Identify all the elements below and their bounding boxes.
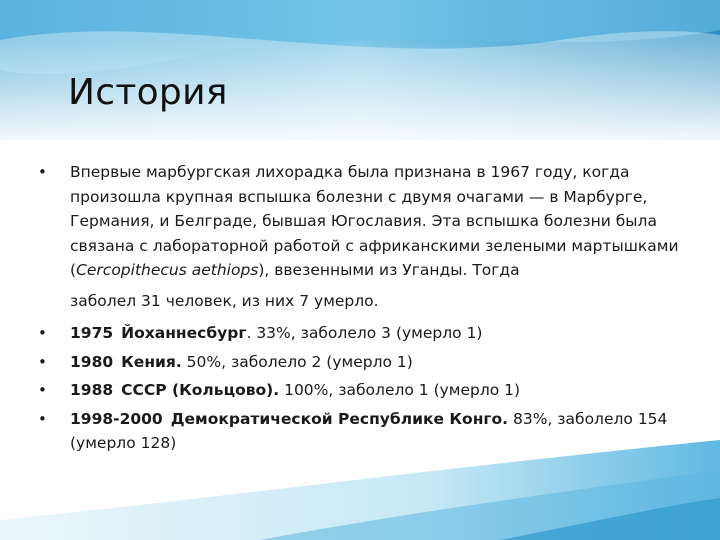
outbreak-year: 1988 xyxy=(70,381,114,399)
outbreak-place: Демократической Республике Конго. xyxy=(170,409,509,428)
outbreak-item xyxy=(38,378,688,403)
slide-body xyxy=(38,160,688,456)
outbreak-item xyxy=(38,321,688,346)
bullet-marker: • xyxy=(38,381,47,399)
intro-text-cont: ), ввезенными из Уганды. Тогда xyxy=(258,261,520,279)
outbreak-detail: 100%, заболело 1 (умерло 1) xyxy=(279,381,521,399)
intro-latin-name: Cercopithecus aethiops xyxy=(76,261,259,279)
outbreak-item xyxy=(38,407,688,456)
outbreak-item xyxy=(38,350,688,375)
intro-text-end: заболел 31 человек, из них 7 умерло. xyxy=(70,291,379,310)
bullet-marker: • xyxy=(38,163,47,181)
outbreak-place: Кения. xyxy=(121,352,182,371)
outbreak-place: Йоханнесбург xyxy=(121,324,247,342)
intro-bullet xyxy=(38,160,688,313)
bullet-marker: • xyxy=(38,352,47,371)
intro-text: Впервые марбургская лихорадка была признана в 1967 году, когда произошла крупная вспышка болезни с двумя очагами — в Марбурге, Германия, и Белграде, бывшая Югославия. Эта вспышка болезни была связана с лабораторной работой с африканскими зелеными мартышками ( xyxy=(70,163,679,279)
bullet-marker: • xyxy=(38,324,47,342)
bullet-marker: • xyxy=(38,409,47,428)
outbreak-year: 1980 xyxy=(70,352,114,371)
outbreak-year: 1998-2000 xyxy=(70,409,163,428)
outbreak-detail: 83%, заболело 154 (умерло 128) xyxy=(70,409,668,452)
outbreak-detail: 50%, заболело 2 (умерло 1) xyxy=(181,352,413,371)
outbreak-detail: . 33%, заболело 3 (умерло 1) xyxy=(246,324,483,342)
outbreak-place: СССР (Кольцово). xyxy=(121,381,280,399)
slide-title: История xyxy=(68,72,228,113)
outbreak-year: 1975 xyxy=(70,324,114,342)
